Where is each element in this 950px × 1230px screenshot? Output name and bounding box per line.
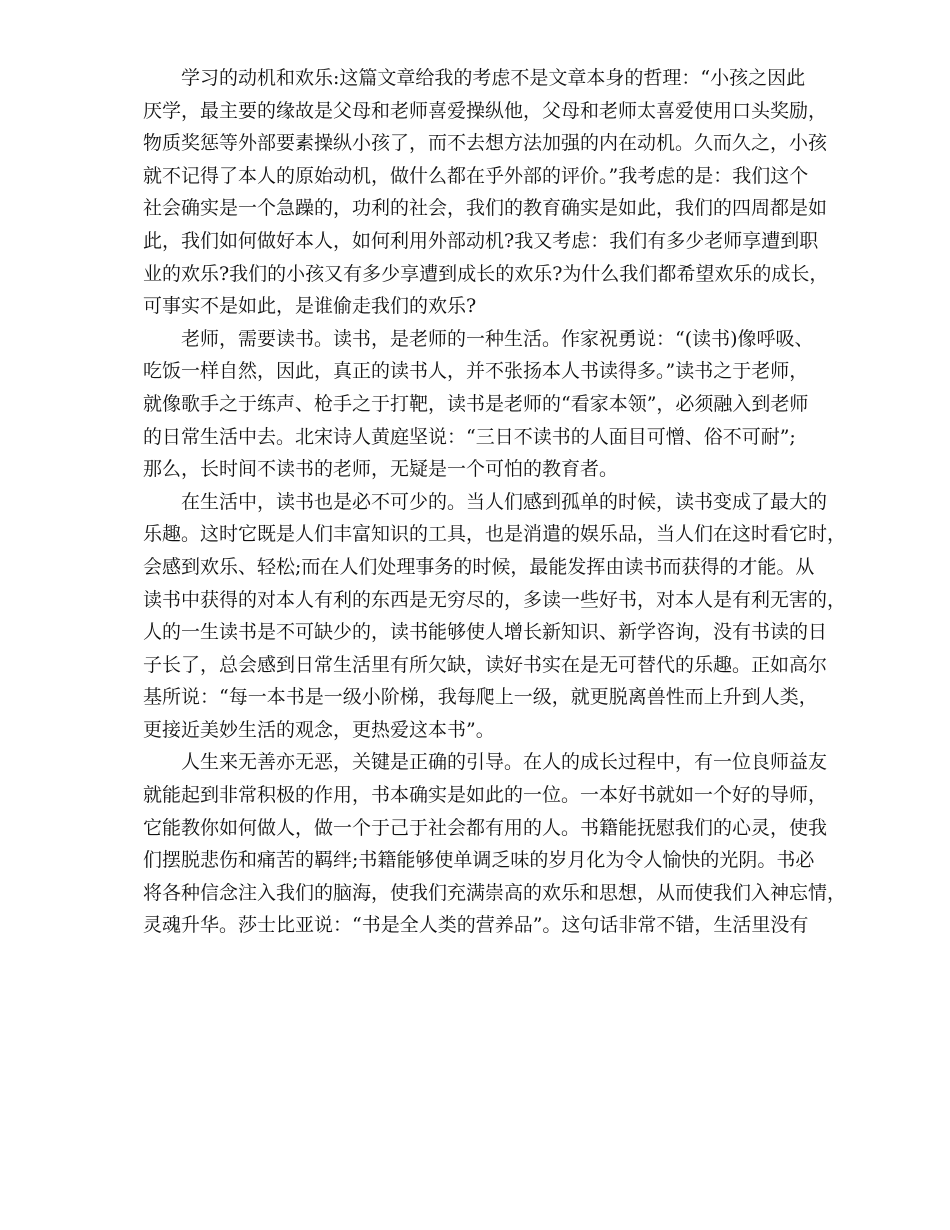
- text-line: 吃饭一样自然，因此，真正的读书人，并不张扬本人书读得多。”读书之于老师，: [143, 360, 809, 383]
- text-line: 业的欢乐?我们的小孩又有多少享遭到成长的欢乐?为什么我们都希望欢乐的成长，: [143, 262, 829, 285]
- text-line: 社会确实是一个急躁的，功利的社会，我们的教育确实是如此，我们的四周都是如: [143, 197, 828, 220]
- text-line: 灵魂升华。莎士比亚说：“书是全人类的营养品”。这句话非常不错，生活里没有: [143, 914, 809, 937]
- text-line: 的日常生活中去。北宋诗人黄庭坚说：“三日不读书的人面目可憎、俗不可耐”;: [143, 425, 796, 448]
- text-line: 那么，长时间不读书的老师，无疑是一个可怕的教育者。: [143, 458, 619, 481]
- text-line: 此，我们如何做好本人，如何利用外部动机?我又考虑：我们有多少老师享遭到职: [143, 229, 819, 252]
- text-line: 将各种信念注入我们的脑海，使我们充满崇高的欢乐和思想，从而使我们入神忘情，: [143, 881, 847, 904]
- document-body: [143, 62, 847, 942]
- text-line: 人生来无善亦无恶，关键是正确的引导。在人的成长过程中，有一位良师益友: [181, 751, 828, 774]
- paragraph-motivation: [143, 62, 829, 323]
- paragraph-books-as-mentor: [143, 746, 847, 942]
- paragraph-teacher-reading: [143, 323, 823, 486]
- text-line: 就不记得了本人的原始动机，做什么都在乎外部的评价。”我考虑的是：我们这个: [143, 164, 809, 187]
- text-line: 读书中获得的对本人有利的东西是无穷尽的，多读一些好书，对本人是有利无害的，: [143, 588, 847, 611]
- text-line: 老师，需要读书。读书，是老师的一种生活。作家祝勇说：“(读书)像呼吸、: [181, 327, 814, 350]
- text-line: 基所说：“每一本书是一级小阶梯，我每爬上一级，就更脱离兽性而上升到人类，: [143, 686, 818, 709]
- text-line: 乐趣。这时它既是人们丰富知识的工具，也是消遣的娱乐品，当人们在这时看它时，: [143, 523, 847, 546]
- paragraph-reading-in-life: [143, 486, 847, 747]
- text-line: 就能起到非常积极的作用，书本确实是如此的一位。一本好书就如一个好的导师，: [143, 784, 828, 807]
- text-line: 就像歌手之于练声、枪手之于打靶，读书是老师的“看家本领”，必须融入到老师: [143, 392, 809, 415]
- text-line: 会感到欢乐、轻松;而在人们处理事务的时候，最能发挥由读书而获得的才能。从: [143, 555, 815, 578]
- text-line: 们摆脱悲伤和痛苦的羁绊;书籍能够使单调乏味的岁月化为令人愉快的光阴。书必: [143, 849, 815, 872]
- text-line: 物质奖惩等外部要素操纵小孩了，而不去想方法加强的内在动机。久而久之，小孩: [143, 132, 828, 155]
- text-line: 它能教你如何做人，做一个于己于社会都有用的人。书籍能抚慰我们的心灵，使我: [143, 816, 828, 839]
- text-line: 在生活中，读书也是必不可少的。当人们感到孤单的时候，读书变成了最大的: [181, 490, 828, 513]
- text-line: 人的一生读书是不可缺少的，读书能够使人增长新知识、新学咨询，没有书读的日: [143, 621, 828, 644]
- text-line: 可事实不是如此，是谁偷走我们的欢乐?: [143, 295, 477, 318]
- text-line: 厌学，最主要的缘故是父母和老师喜爱操纵他，父母和老师太喜爱使用口头奖励，: [143, 99, 828, 122]
- text-line: 学习的动机和欢乐:这篇文章给我的考虑不是文章本身的哲理：“小孩之因此: [181, 67, 806, 89]
- text-line: 更接近美妙生活的观念，更热爱这本书”。: [143, 718, 495, 741]
- text-line: 子长了，总会感到日常生活里有所欠缺，读好书实在是无可替代的乐趣。正如高尔: [143, 653, 828, 676]
